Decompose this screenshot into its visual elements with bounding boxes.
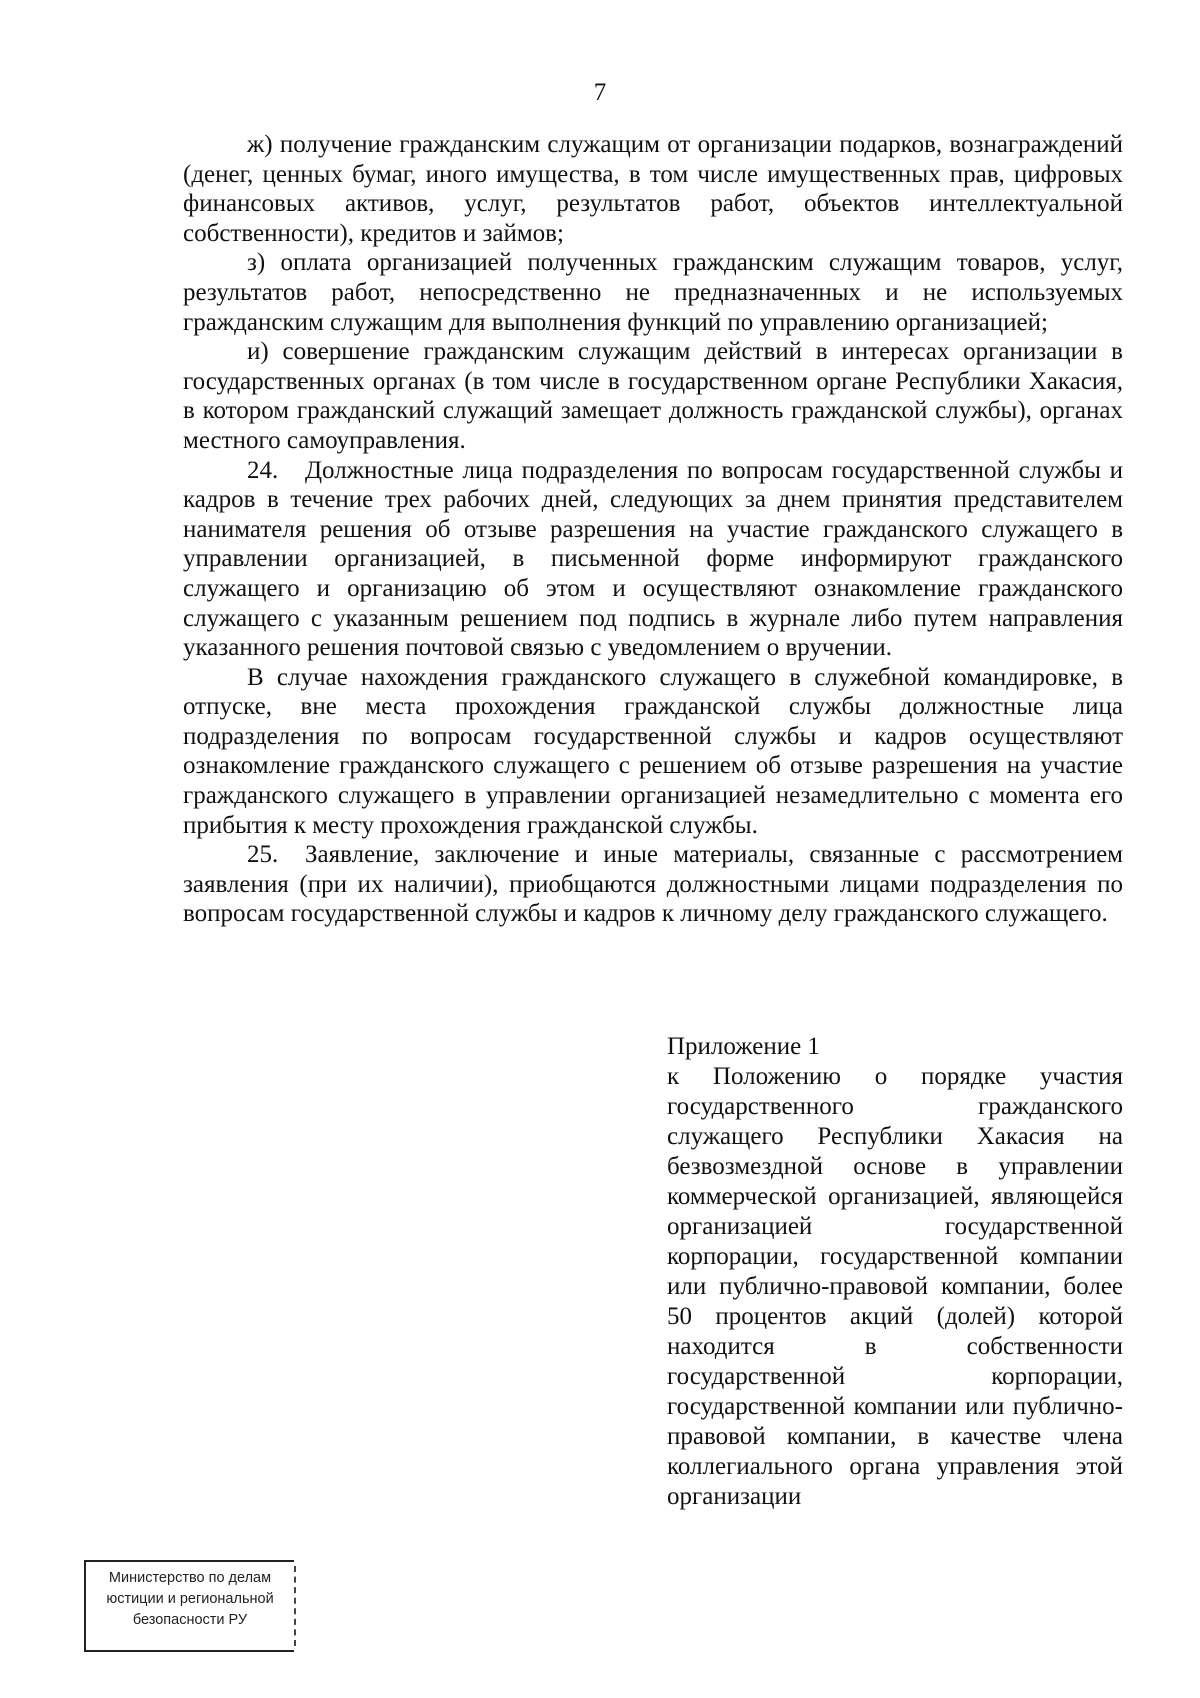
registration-stamp xyxy=(84,1560,294,1652)
appendix-title: Приложение 1 xyxy=(667,1033,820,1060)
paragraph-text: и) совершение гражданским служащим действий в интересах организации в государственных органах (в том числе в государственном органе Республики Хакасия, в котором гражданский служащий замещает должность гражданской службы), органах местного самоуправления. xyxy=(183,338,1123,454)
paragraph-24-continued xyxy=(183,663,1123,841)
appendix-header xyxy=(667,1032,1123,1512)
paragraph-item-z xyxy=(183,248,1123,337)
appendix-description: к Положению о порядке участия государственного гражданского служащего Республики Хакасия на безвозмездной основе в управлении коммерческой организацией, являющейся организацией государственной корпорации, государственной компании или публично-правовой компании, более 50 процентов акций (долей) которой находится в собственности государственной корпорации, государственной компании или публично-правовой компании, в качестве члена коллегиального органа управления этой организации xyxy=(667,1063,1123,1510)
paragraph-text: ж) получение гражданским служащим от организации подарков, вознаграждений (денег, ценных бумаг, иного имущества, в том числе имущественных прав, цифровых финансовых активов, услуг, результатов работ, объектов интеллектуальной собственности), кредитов и займов; xyxy=(183,131,1123,247)
paragraph-text: Заявление, заключение и иные материалы, связанные с рассмотрением заявления (при их наличии), приобщаются должностными лицами подразделения по вопросам государственной службы и кадров к личному делу гражданского служащего. xyxy=(183,841,1123,928)
paragraph-text: з) оплата организацией полученных гражданским служащим товаров, услуг, результатов работ, непосредственно не предназначенных и не используемых гражданским служащим для выполнения функций по управлению организацией; xyxy=(183,249,1123,336)
stamp-line: юстиции и региональной xyxy=(106,1591,274,1607)
stamp-line: безопасности РУ xyxy=(132,1612,248,1628)
paragraph-24 xyxy=(183,456,1123,663)
paragraph-text: Должностные лица подразделения по вопросам государственной службы и кадров в течение трех рабочих дней, следующих за днем принятия представителем нанимателя решения об отзыве разрешения на участие гражданского служащего в управлении организацией, в письменной форме информируют гражданского служащего и организацию об этом и осуществляют ознакомление гражданского служащего с указанным решением под подпись в журнале либо путем направления указанного решения почтовой связью с уведомлением о вручении. xyxy=(183,456,1123,662)
paragraph-number: 25. xyxy=(247,841,279,869)
document-body xyxy=(183,130,1123,929)
stamp-line: Министерство по делам xyxy=(108,1570,272,1586)
paragraph-number: 24. xyxy=(247,456,279,484)
paragraph-25 xyxy=(183,840,1123,929)
paragraph-item-i xyxy=(183,337,1123,455)
paragraph-item-zh xyxy=(183,130,1123,248)
page-number: 7 xyxy=(593,79,607,106)
paragraph-text: В случае нахождения гражданского служащего в служебной командировке, в отпуске, вне места прохождения гражданской службы должностные лица подразделения по вопросам государственной службы и кадров осуществляют ознакомление гражданского служащего с решением об отзыве разрешения на участие гражданского служащего в управлении организацией незамедлительно с момента его прибытия к месту прохождения гражданской службы. xyxy=(183,663,1123,839)
